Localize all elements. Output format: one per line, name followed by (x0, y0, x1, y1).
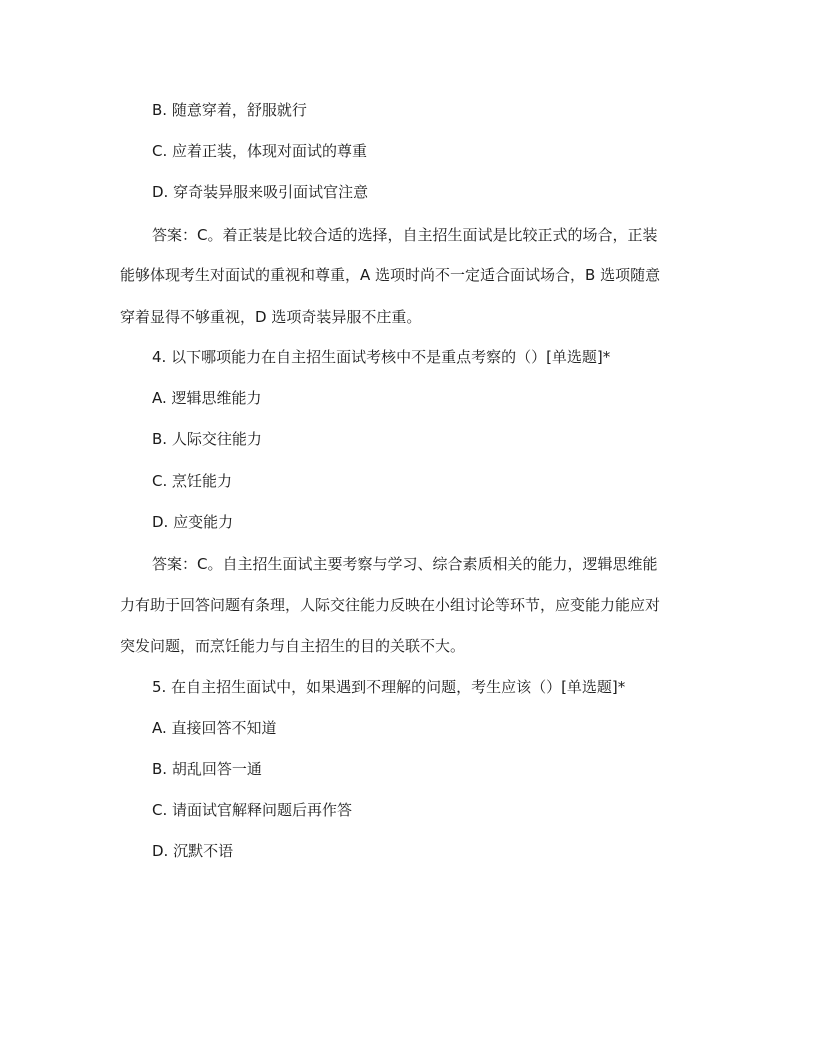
q3-answer-line-2: 能够体现考生对面试的重视和尊重，A 选项时尚不一定适合面试场合，B 选项随意 (120, 266, 661, 284)
q4-answer-line-2: 力有助于回答问题有条理，人际交往能力反映在小组讨论等环节，应变能力能应对 (120, 596, 661, 614)
q3-answer-line-3: 穿着显得不够重视，D 选项奇装异服不庄重。 (120, 308, 422, 326)
q3-answer-line-1: 答案：C。着正装是比较合适的选择，自主招生面试是比较正式的场合，正装 (152, 226, 658, 244)
q4-option-c: C. 烹饪能力 (152, 472, 233, 490)
q4-option-b: B. 人际交往能力 (152, 430, 262, 448)
q5-option-c: C. 请面试官解释问题后再作答 (152, 801, 353, 819)
q3-option-b: B. 随意穿着，舒服就行 (152, 101, 307, 119)
q4-option-d: D. 应变能力 (152, 513, 234, 531)
q5-option-d: D. 沉默不语 (152, 842, 234, 860)
q5-question: 5. 在自主招生面试中，如果遇到不理解的问题，考生应该（）[单选题]* (152, 678, 626, 696)
q4-question: 4. 以下哪项能力在自主招生面试考核中不是重点考察的（）[单选题]* (152, 348, 611, 366)
q5-option-b: B. 胡乱回答一通 (152, 760, 262, 778)
q3-option-c: C. 应着正装，体现对面试的尊重 (152, 142, 368, 160)
q4-answer-line-3: 突发问题，而烹饪能力与自主招生的目的关联不大。 (120, 637, 466, 655)
q5-option-a: A. 直接回答不知道 (152, 719, 277, 737)
q4-answer-line-1: 答案：C。自主招生面试主要考察与学习、综合素质相关的能力，逻辑思维能 (152, 555, 658, 573)
q3-option-d: D. 穿奇装异服来吸引面试官注意 (152, 183, 369, 201)
q4-option-a: A. 逻辑思维能力 (152, 389, 262, 407)
